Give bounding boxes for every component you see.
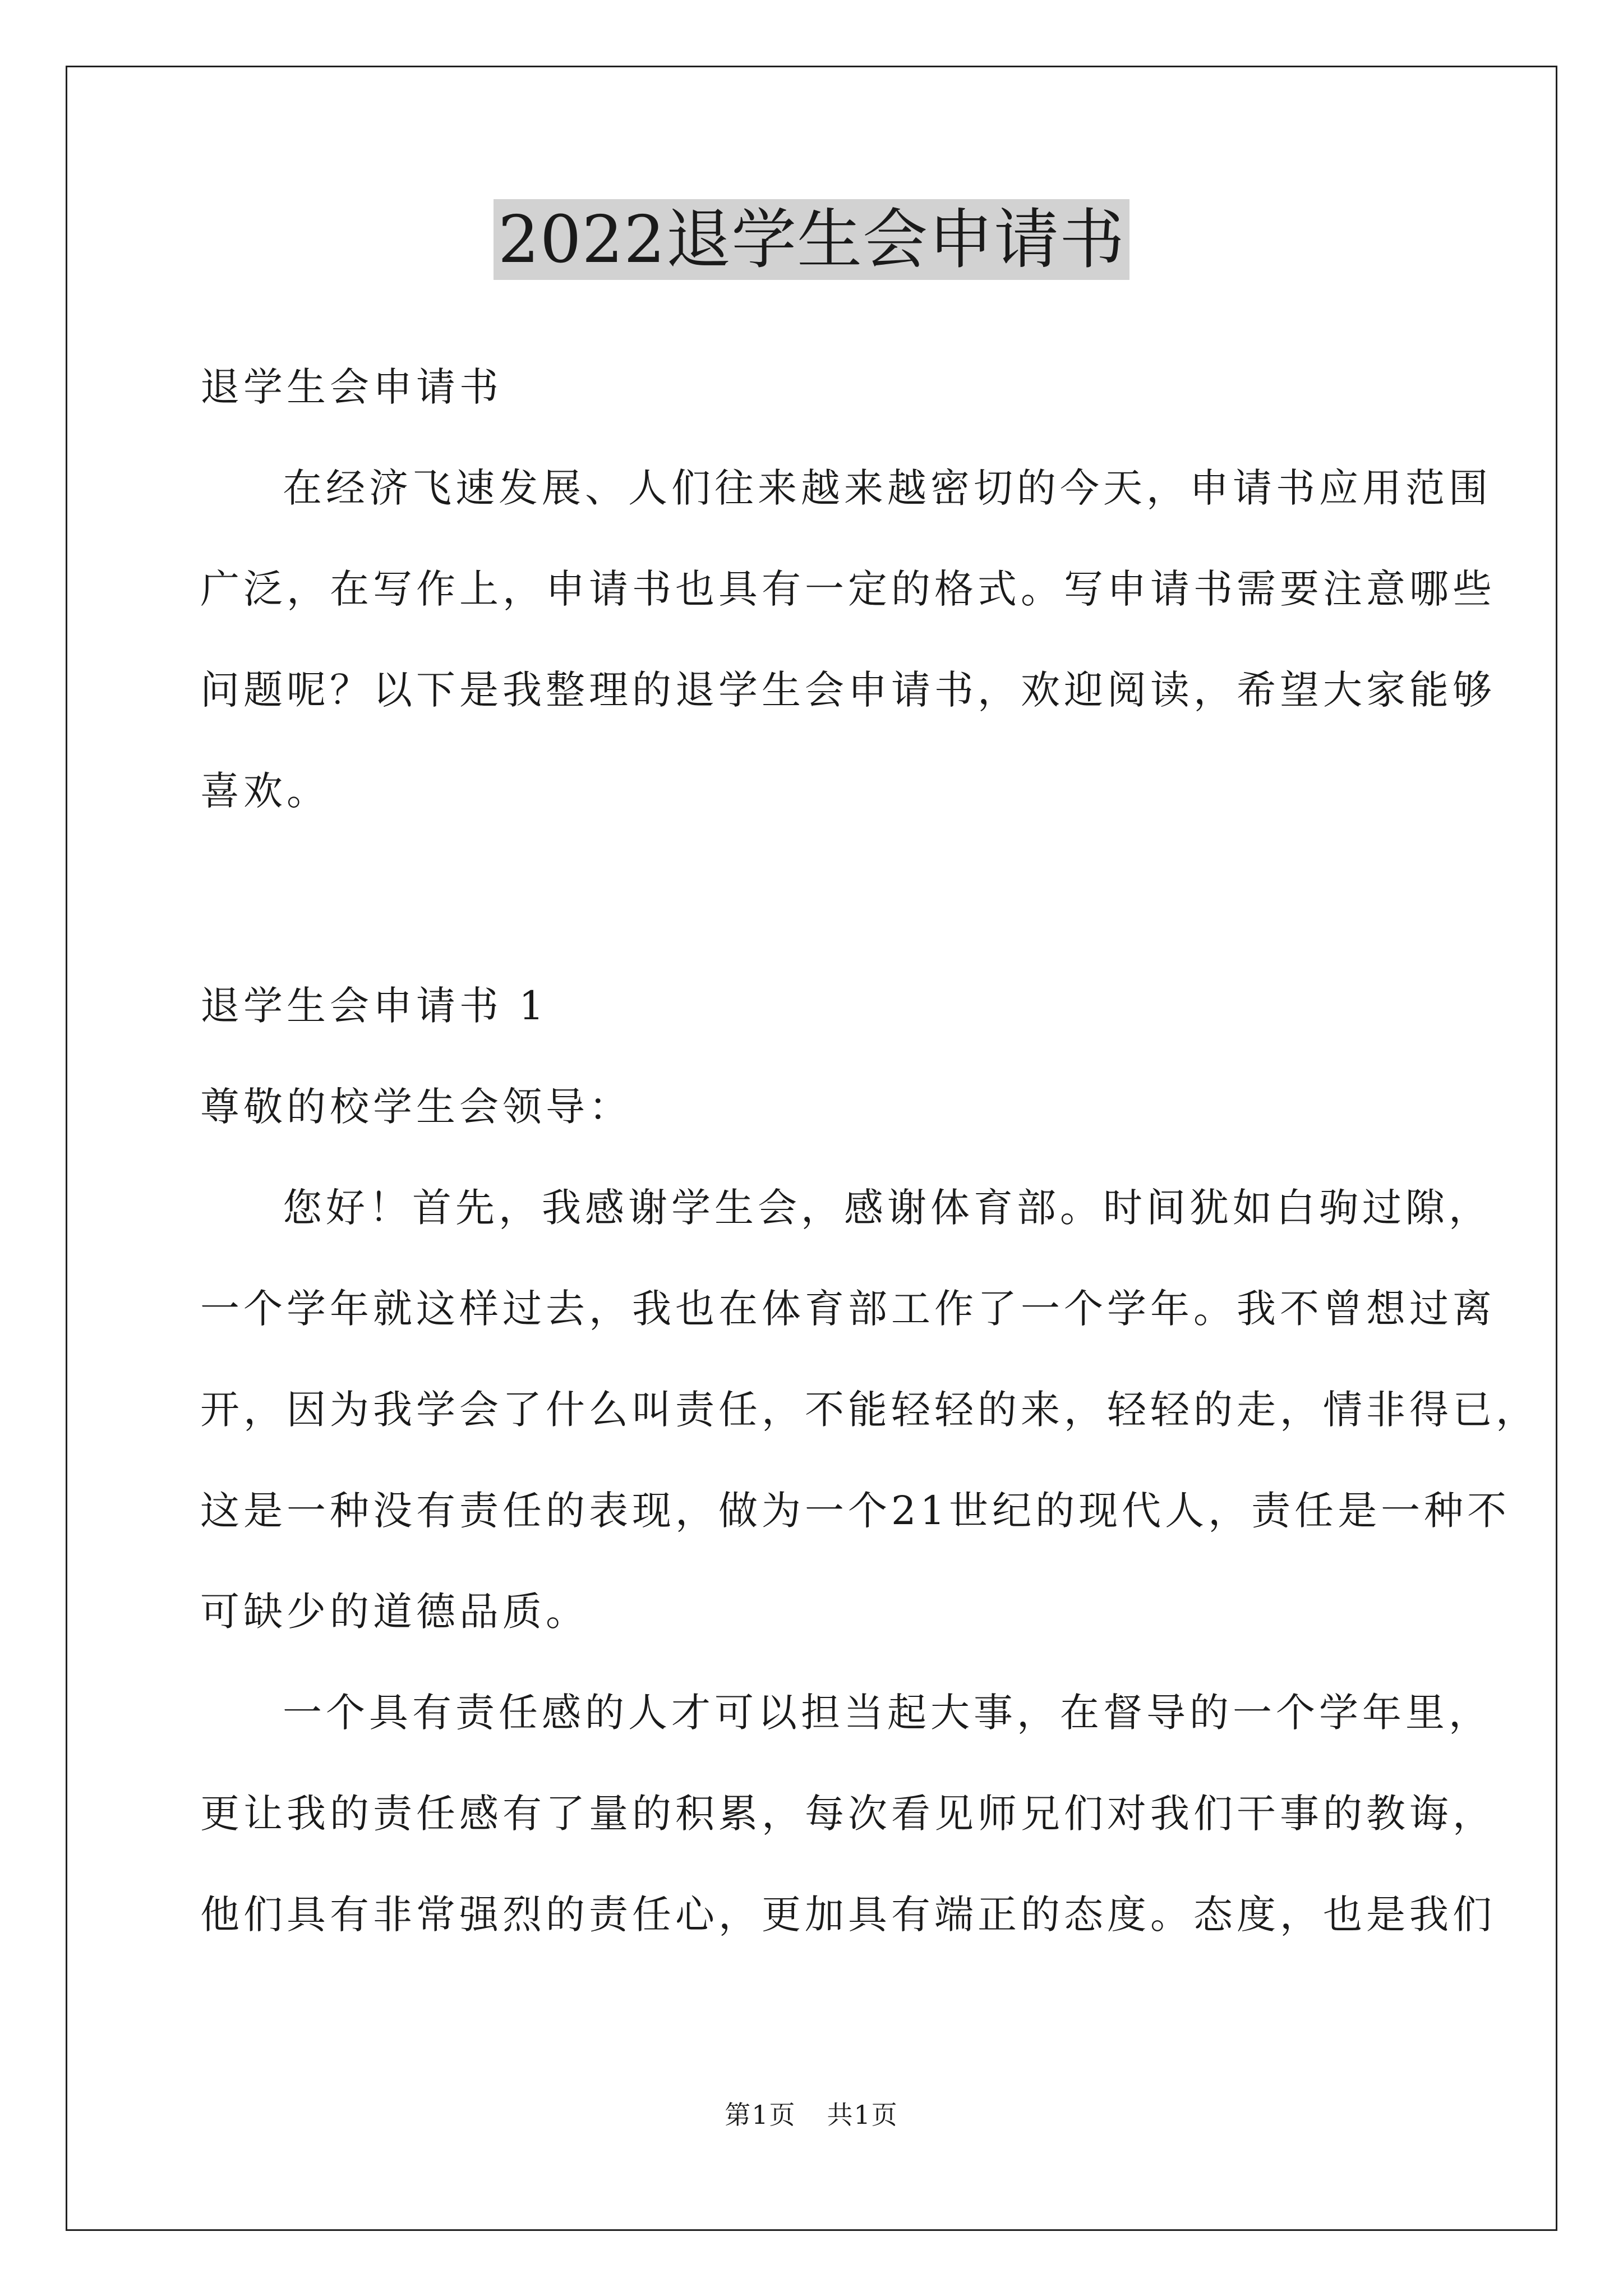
paragraph-line: 这是一种没有责任的表现，做为一个21世纪的现代人，责任是一种不 — [200, 1488, 1511, 1534]
intro-line: 在经济飞速发展、人们往来越来越密切的今天，申请书应用范围 — [283, 465, 1492, 511]
paragraph-line: 可缺少的道德品质。 — [200, 1589, 589, 1635]
paragraph-line: 他们具有非常强烈的责任心，更加具有端正的态度。态度，也是我们 — [200, 1892, 1496, 1938]
intro-line: 问题呢？以下是我整理的退学生会申请书，欢迎阅读，希望大家能够 — [200, 667, 1496, 713]
paragraph-line: 更让我的责任感有了量的积累，每次看见师兄们对我们干事的教诲， — [200, 1791, 1496, 1837]
document-title — [0, 199, 1623, 280]
paragraph-line: 一个具有责任感的人才可以担当起大事，在督导的一个学年里， — [283, 1690, 1492, 1736]
document-body — [200, 337, 1496, 841]
salutation: 尊敬的校学生会领导： — [200, 1084, 632, 1130]
intro-line: 广泛，在写作上，申请书也具有一定的格式。写申请书需要注意哪些 — [200, 566, 1496, 612]
paragraph-line: 您好！首先，我感谢学生会，感谢体育部。时间犹如白驹过隙， — [283, 1185, 1492, 1231]
document-title-text: 2022退学生会申请书 — [494, 199, 1129, 280]
total-pages-label: 共1页 — [827, 2100, 898, 2130]
subtitle: 退学生会申请书 — [200, 364, 502, 410]
current-page-label: 第1页 — [725, 2100, 796, 2130]
page-footer — [0, 2098, 1623, 2132]
intro-line: 喜欢。 — [200, 768, 330, 814]
paragraph-line: 一个学年就这样过去，我也在体育部工作了一个学年。我不曾想过离 — [200, 1286, 1496, 1332]
letter-body — [200, 955, 1539, 1965]
section-title: 退学生会申请书 1 — [200, 983, 548, 1029]
paragraph-line: 开，因为我学会了什么叫责任，不能轻轻的来，轻轻的走，情非得已， — [200, 1387, 1539, 1433]
